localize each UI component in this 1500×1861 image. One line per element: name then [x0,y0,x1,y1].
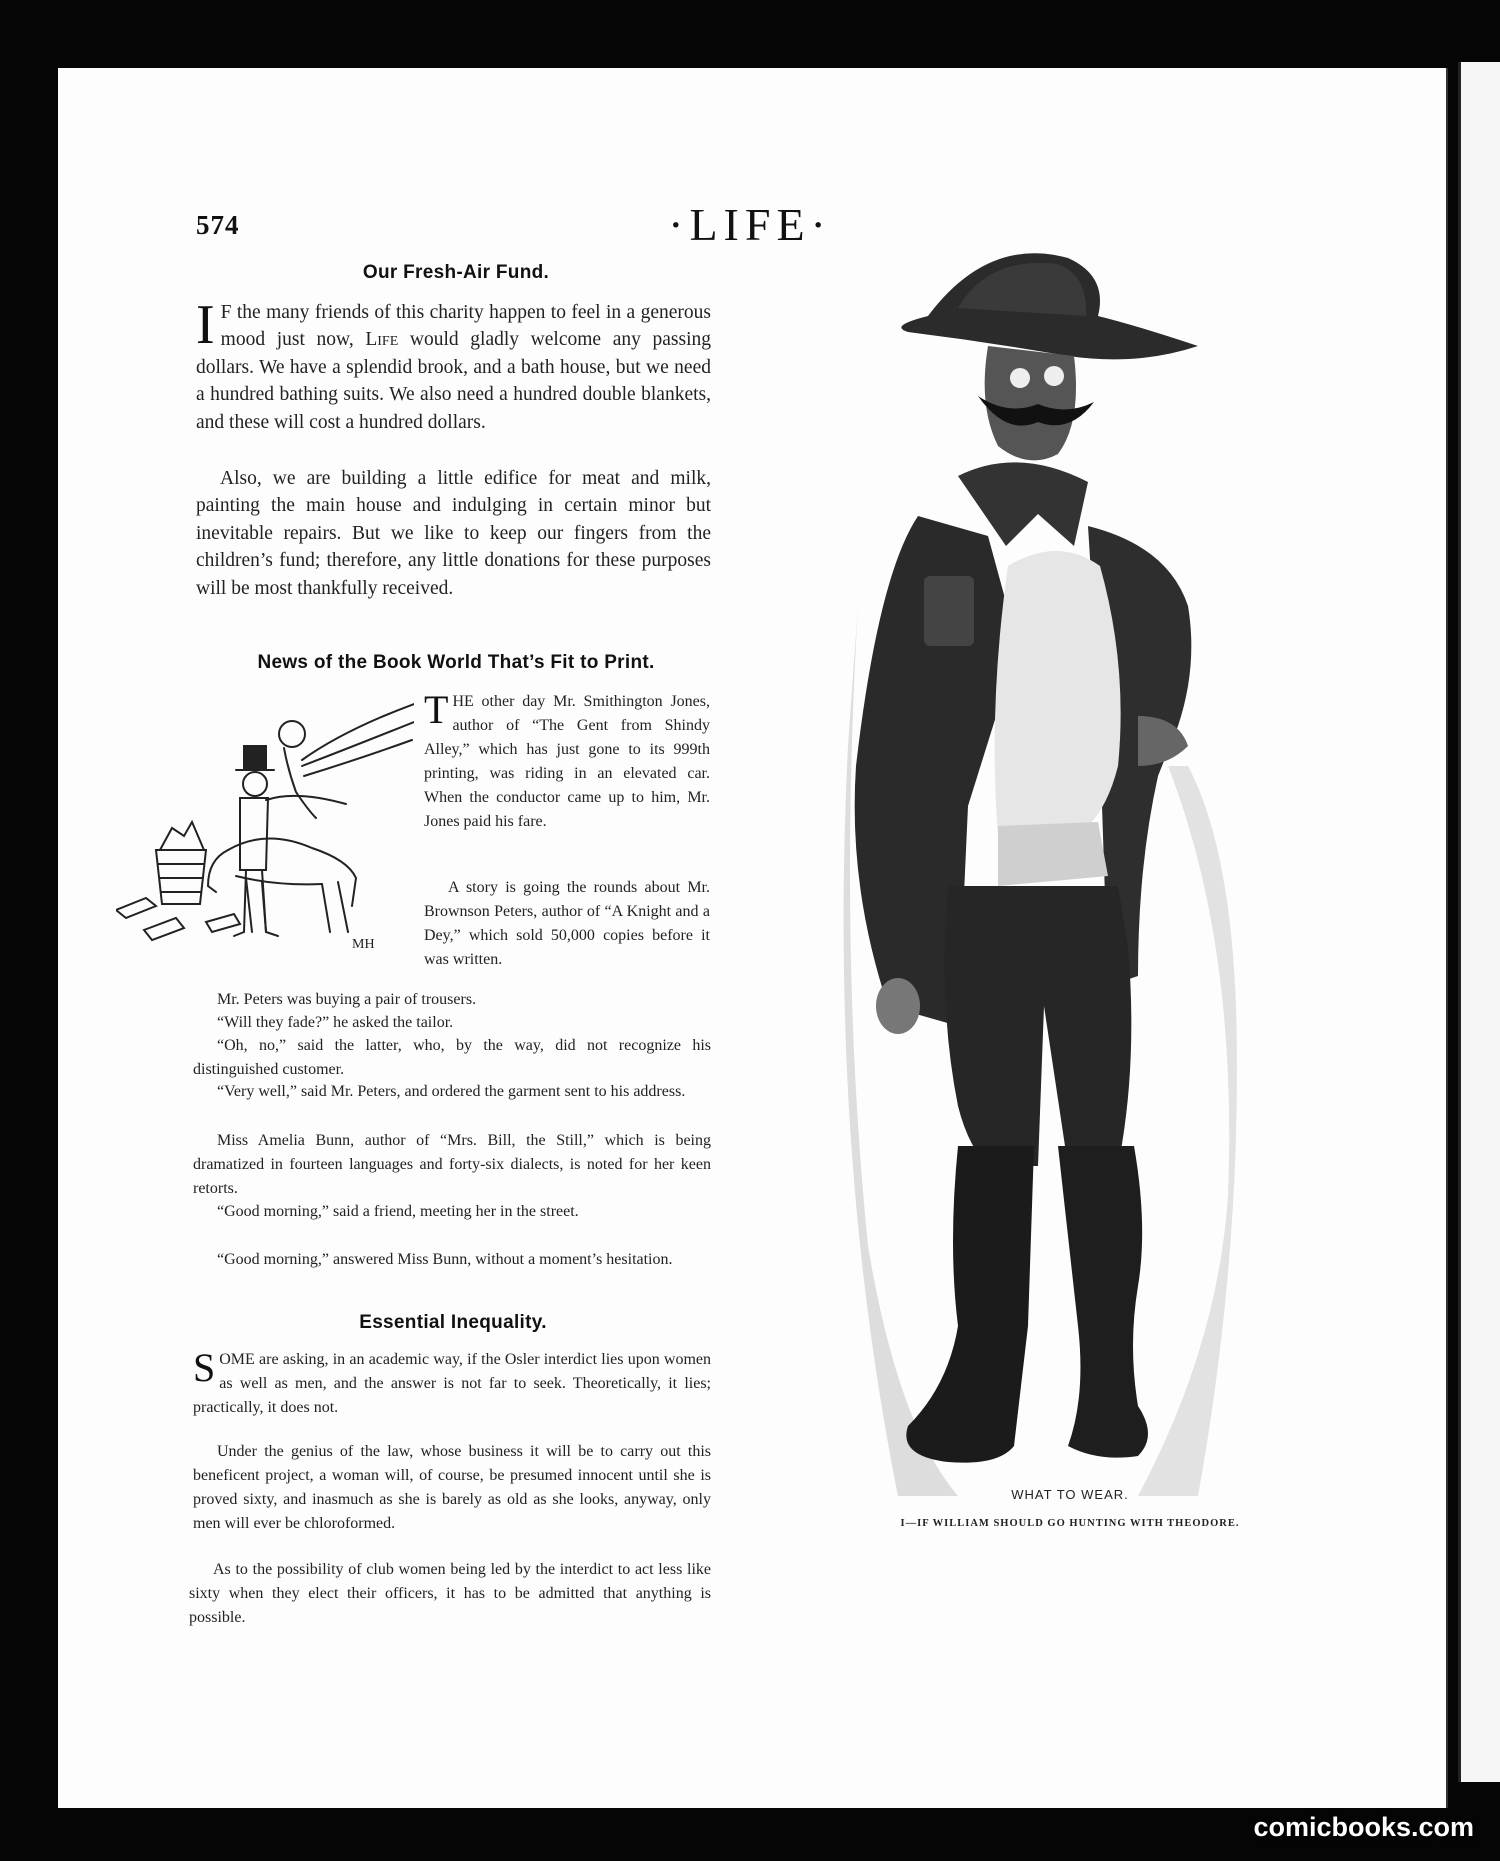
watermark: comicbooks.com [1253,1812,1474,1842]
book-world-heading: News of the Book World That’s Fit to Print. [257,652,655,673]
inequality-heading: Essential Inequality. [359,1312,547,1333]
illustration-caption-title: WHAT TO WEAR. [1011,1487,1129,1502]
hunter-illustration [838,246,1243,1501]
book-world-paragraph-4: “Will they fade?” he asked the tailor. [217,1014,454,1031]
fresh-air-heading: Our Fresh-Air Fund. [362,262,550,283]
fresh-air-paragraph-2: Also, we are building a little edifice for meat and milk, painting the main house and indulging in certain minor but inevitable repairs. But we like to keep our fingers from the children’s fund; therefore, any little donations for these purposes will be most thankfully received. [196,468,711,599]
adjacent-page-edge [1458,62,1500,1782]
page-gutter [1446,68,1448,1808]
masthead: ·LIFE· [668,199,832,250]
fresh-air-paragraph-1: I F the many friends of this charity happen to feel in a generous mood just now, Life would gladly welcome any passing dollars. We have a splendid brook, and a bath house, but we need a hundred bathing suits. We also need a hundred double blankets, and these will cost a hundred dollars. [196,294,711,433]
life-smallcaps: Life [365,329,399,351]
book-world-paragraph-3: Mr. Peters was buying a pair of trousers. [217,991,477,1008]
book-world-paragraph-8: “Good morning,” said a friend, meeting her in the street. [217,1203,579,1220]
inequality-paragraph-1: SOME are asking, in an academic way, if the Osler interdict lies upon women as well as men, and the answer is not far to seek. Theoretically, it lies; practically, it does not. [193,1345,711,1416]
inequality-paragraph-3: As to the possibility of club women being led by the interdict to act less like sixty when they elect their officers, it has to be admitted that anything is possible. [189,1561,711,1626]
inequality-paragraph-2: Under the genius of the law, whose business it will be to carry out this beneficent project, a woman will, of course, be presumed innocent until she is proved sixty, and inasmuch as she is barely as old as she looks, anyway, only men will ever be chloroformed. [193,1443,711,1532]
book-world-paragraph-2: A story is going the rounds about Mr. Brownson Peters, author of “A Knight and a Dey,” which sold 50,000 copies before it was written. [424,879,710,968]
book-world-paragraph-5: “Oh, no,” said the latter, who, by the way, did not recognize his distinguished customer. [193,1037,711,1078]
page-number: 574 [196,210,240,240]
cartoon-signature: MH [352,937,375,952]
book-world-paragraph-7: Miss Amelia Bunn, author of “Mrs. Bill, the Still,” which is being dramatized in fourteen languages and forty-six dialects, is noted for her keen retorts. [193,1132,711,1197]
book-world-paragraph-6: “Very well,” said Mr. Peters, and ordered the garment sent to his address. [217,1083,686,1100]
dropcap-i: I [196,294,215,356]
dropcap-s: S [193,1345,216,1390]
book-world-paragraph-9: “Good morning,” answered Miss Bunn, without a moment’s hesitation. [217,1251,673,1268]
dropcap-t: T [424,687,449,732]
cartoon-illustration [116,700,414,958]
book-world-paragraph-1: THE other day Mr. Smithington Jones, author of “The Gent from Shindy Alley,” which has just gone to its 999th printing, was riding in an elevated car. When the conductor came up to him, Mr. Jones paid his fare. [424,687,710,830]
illustration-caption-subtitle: I—IF WILLIAM SHOULD GO HUNTING WITH THEODORE. [900,1518,1240,1529]
